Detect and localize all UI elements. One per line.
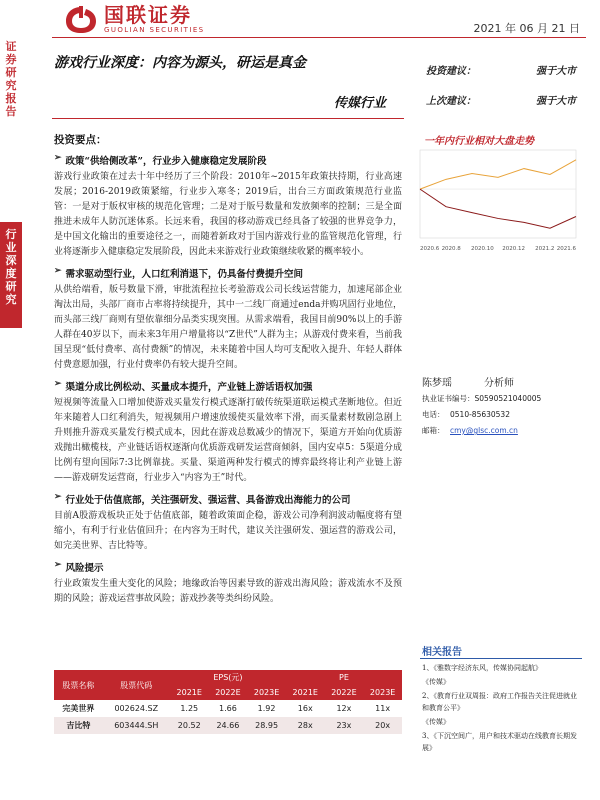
header-year: 2022E [325,685,364,700]
section-title: 投资要点： [54,134,107,146]
chart-x-tick-label: 2020.8 [441,246,461,252]
arrow-icon: ➢ [54,492,62,502]
bullet-heading-text: 政策“供给侧改革”，行业步入健康稳定发展阶段 [65,156,267,167]
value-cell: 28x [286,717,325,734]
investment-highlights [54,124,402,607]
header-eps: EPS(元) [170,670,286,685]
value-cell: 12x [336,704,352,713]
value-cell: 16x [297,704,313,713]
chart-x-tick-label: 2020.6 [420,246,440,252]
header-pe: PE [286,670,402,685]
arrow-icon: ➢ [54,153,62,163]
related-report-item[interactable]: 3、《下沉空间广，用户和技术驱动在线教育长期发展》 [422,732,577,752]
title-divider [52,118,404,119]
bullet-heading-text: 渠道分成比例松动、买量成本提升，产业链上游话语权加强 [65,382,313,393]
analyst-phone-line [422,409,582,420]
header-year: 2021E [170,685,209,700]
phone-number: 0510-85630532 [450,410,510,419]
bullet-heading [54,266,402,280]
value-cell: 24.66 [209,717,248,734]
analyst-card [422,374,582,436]
related-reports-title: 相关报告 [422,647,462,658]
chart-frame [420,150,576,238]
related-report-item[interactable]: 《传媒》 [422,718,450,726]
logo-english-text: GUOLIAN SECURITIES [104,26,205,34]
related-reports-list [422,662,582,756]
stock-name-cell: 完美世界 [62,703,95,713]
chart-series-line-2 [420,189,576,228]
arrow-icon: ➢ [54,379,62,389]
cert-number: S0590521040005 [474,394,542,403]
valuation-table [54,670,402,734]
cert-label: 执业证书编号： [422,394,475,403]
analyst-role: 分析师 [484,378,514,389]
header-year: 2023E [363,685,402,700]
bullet-heading-text: 需求驱动型行业，人口红利消退下，仍具备付费提升空间 [65,269,304,280]
value-cell: 28.95 [247,717,286,734]
bullet-heading [54,153,402,167]
header-stock-code: 股票代码 [103,670,170,700]
bullet-paragraph: 短视频等流量入口增加使游戏买量发行模式逐渐打破传统渠道联运模式垄断地位。但近年来随着人口红利消失，短视频用户增速放缓使买量效率下滑，而买量素材数剧急剧上升则推升游戏买量发行模式成本，因此在游戏总数减少的情况下，渠道方开始向优质游戏抛出橄榄枝，产业链话语权逐渐向优质游戏研发运营商倾斜，国内安卓5：5渠道分成比例有望向国际7:3比例靠拢。买量、渠道两种发行模式的博弈最终将让利产业链上游——游戏研发运营商，行业步入“内容为王”时代。 [54,398,402,483]
value-cell: 23x [325,717,364,734]
bullet-heading-text: 行业处于估值底部，关注强研发、强运营、具备游戏出海能力的公司 [65,495,351,506]
related-report-item[interactable]: 2、《教育行业双周报：政府工作报告关注促进就业和教育公平》 [422,692,577,712]
header-stock-name: 股票名称 [54,670,103,700]
report-type-vertical-label: 证券研究报告 [5,40,17,118]
bullet-heading [54,379,402,393]
value-cell: 1.92 [257,704,276,713]
rating-label: 上次建议： [426,96,476,107]
table-row [54,700,402,717]
value-cell: 20.52 [170,717,209,734]
chart-svg [414,146,580,254]
arrow-icon: ➢ [54,266,62,276]
header-year: 2022E [209,685,248,700]
report-title: 游戏行业深度：内容为源头，研运是真金 [54,55,306,71]
logo-chinese-text: 国联证券 [104,3,192,27]
email-link[interactable]: cmy@glsc.com.cn [450,426,518,435]
phone-label: 电话： [422,410,445,419]
bullet-heading [54,492,402,506]
bullet-heading-text: 风险提示 [65,563,104,574]
value-cell: 1.25 [180,704,199,713]
value-cell: 11x [375,704,391,713]
analyst-name: 陈梦瑶 [422,378,452,389]
bullet-paragraph: 游戏行业政策在过去十年中经历了三个阶段：2010年~2015年政策扶持期，行业高速发展；2016-2019政策紧缩，行业步入寒冬；2019后，出台三方面政策规范行业监管：一是对于版权审核的规范化管理；二是对于版号数量和发放频率的控制；三是全面推进未成年人防沉迷体系。长远来看，我国的移动游戏已经具备了较强的世界竞争力，是中国文化输出的重要途径之一，而随着新政对于国内游戏行业的监管规范化管理，行业将逐渐步入健康稳定发展阶段，因此未来游戏行业政策继续收紧的概率较小。 [54,172,402,257]
table-row [54,717,402,734]
chart-x-tick-label: 2020.12 [502,246,525,252]
stock-name-cell: 吉比特 [54,717,103,734]
header-divider [52,37,586,38]
chart-x-tick-label: 2021.6 [556,246,576,252]
report-date: 2021 年 06 月 21 日 [473,22,580,35]
related-divider [420,658,582,659]
value-cell: 20x [363,717,402,734]
chart-x-tick-label: 2020.10 [471,246,494,252]
rating-value: 强于大市 [536,96,576,107]
industry-label: 传媒行业 [334,96,387,111]
header-year: 2023E [247,685,286,700]
value-cell: 1.66 [219,704,237,713]
stock-code-cell: 002624.SZ [114,704,159,713]
bullet-paragraph: 目前A股游戏板块正处于估值底部，随着政策面企稳，游戏公司净利润波动幅度将有望缩小，有利于行业估值回升；在内容为王时代，建议关注强研发、强运营的游戏公司，如完美世界、吉比特等。 [54,511,402,551]
company-logo [64,4,204,35]
related-report-item[interactable]: 《传媒》 [422,678,450,686]
bullet-paragraph: 从供给端看，版号数量下滑，审批流程拉长考验游戏公司长线运营能力，加速尾部企业淘汰出局，头部厂商市占率将持续提升，其中一二线厂商通过enda并购巩固行业地位，而头部三线厂商则有望依靠细分品类实现突围。从需求端看，我国目前90%以上的手游人群在40岁以下，而未来3年用户增量将以“Z世代”人群为主；从游戏付费来看，当前我国呈现“低付费率、高付费额”的情况，未来随着中国人均可支配收入提升、年轻人群体付费意愿加强，行业付费率仍有较大提升空间。 [54,285,402,370]
chart-series-line-1 [420,160,576,189]
analyst-email-line [422,425,582,436]
relative-performance-chart [414,146,580,254]
logo-mark-icon [64,5,98,35]
rating-value: 强于大市 [536,66,576,77]
header-year: 2021E [286,685,325,700]
stock-code-cell: 603444.SH [103,717,170,734]
email-label: 邮箱： [422,426,445,435]
bullet-heading [54,560,402,574]
category-vertical-label: 行业深度研究 [5,228,17,306]
bullet-paragraph: 行业政策发生重大变化的风险；地缘政治等因素导致的游戏出海风险；游戏流水不及预期的风险；游戏运营事故风险；游戏抄袭等类纠纷风险。 [54,579,402,604]
related-report-item[interactable]: 1、《雅数字经济东风，传媒协同起航》 [422,664,542,672]
chart-x-tick-label: 2021.2 [535,246,555,252]
analyst-cert-line [422,393,582,404]
chart-title: 一年内行业相对大盘走势 [424,136,534,147]
rating-label: 投资建议： [426,66,476,77]
arrow-icon: ➢ [54,560,62,570]
